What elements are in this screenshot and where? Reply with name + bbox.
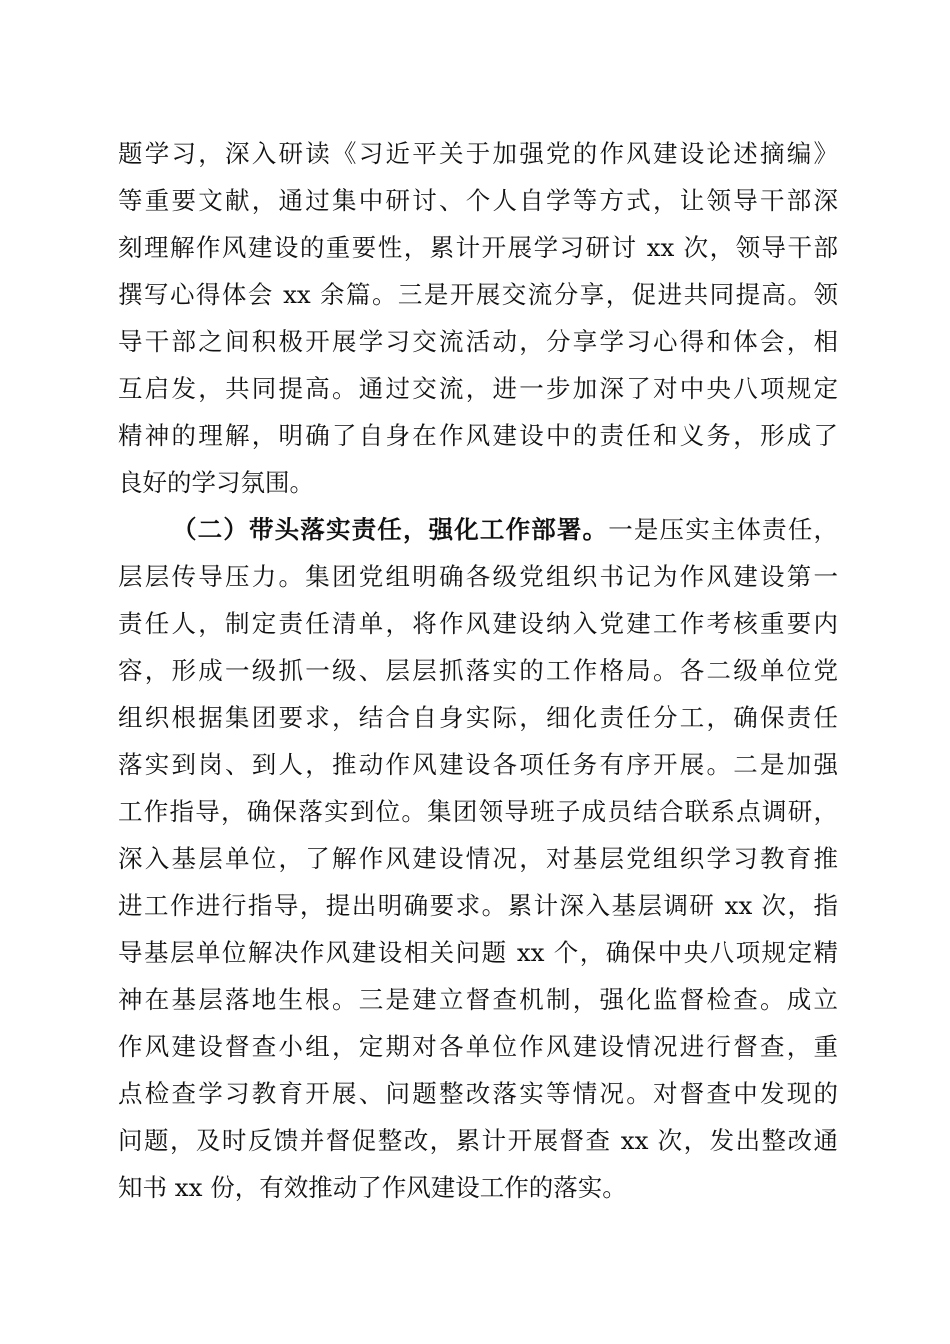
text-line: 撰写心得体会 xx 余篇。三是开展交流分享，促进共同提高。领 xyxy=(118,280,838,309)
text-line: 导基层单位解决作风建设相关问题 xx 个，确保中央八项规定精 xyxy=(118,938,838,967)
text-line: 互启发，共同提高。通过交流，进一步加深了对中央八项规定 xyxy=(118,374,838,403)
paragraph-responsibility xyxy=(118,506,838,1211)
text-line: 工作指导，确保落实到位。集团领导班子成员结合联系点调研， xyxy=(118,797,838,826)
paragraph-first-line xyxy=(118,506,838,553)
text-line: 精神的理解，明确了自身在作风建设中的责任和义务，形成了 xyxy=(118,421,838,450)
text-run: 一是压实主体责任， xyxy=(608,515,838,544)
text-line: 点检查学习教育开展、问题整改落实等情况。对督查中发现的 xyxy=(118,1079,838,1108)
text-line: 层层传导压力。集团党组明确各级党组织书记为作风建设第一 xyxy=(118,562,838,591)
paragraph-study xyxy=(118,130,838,506)
text-line: 导干部之间积极开展学习交流活动，分享学习心得和体会，相 xyxy=(118,327,838,356)
text-line: 作风建设督查小组，定期对各单位作风建设情况进行督查，重 xyxy=(118,1032,838,1061)
text-line: 刻理解作风建设的重要性，累计开展学习研讨 xx 次，领导干部 xyxy=(118,233,838,262)
document-body xyxy=(118,130,838,1211)
text-line: 进工作进行指导，提出明确要求。累计深入基层调研 xx 次，指 xyxy=(118,891,838,920)
text-line: 深入基层单位，了解作风建设情况，对基层党组织学习教育推 xyxy=(118,844,838,873)
text-line: 落实到岗、到人，推动作风建设各项任务有序开展。二是加强 xyxy=(118,750,838,779)
text-line: 等重要文献，通过集中研讨、个人自学等方式，让领导干部深 xyxy=(118,186,838,215)
text-line: 题学习，深入研读《习近平关于加强党的作风建设论述摘编》 xyxy=(118,139,838,168)
text-line: 容，形成一级抓一级、层层抓落实的工作格局。各二级单位党 xyxy=(118,656,838,685)
text-line: 问题，及时反馈并督促整改，累计开展督查 xx 次，发出整改通 xyxy=(118,1126,838,1155)
text-line: 组织根据集团要求，结合自身实际，细化责任分工，确保责任 xyxy=(118,703,838,732)
text-line: 良好的学习氛围。 xyxy=(118,468,314,497)
text-line: 神在基层落地生根。三是建立督查机制，强化监督检查。成立 xyxy=(118,985,838,1014)
section-heading: （二）带头落实责任，强化工作部署。 xyxy=(172,515,609,544)
text-line: 知书 xx 份，有效推动了作风建设工作的落实。 xyxy=(118,1173,627,1202)
text-line: 责任人，制定责任清单，将作风建设纳入党建工作考核重要内 xyxy=(118,609,838,638)
